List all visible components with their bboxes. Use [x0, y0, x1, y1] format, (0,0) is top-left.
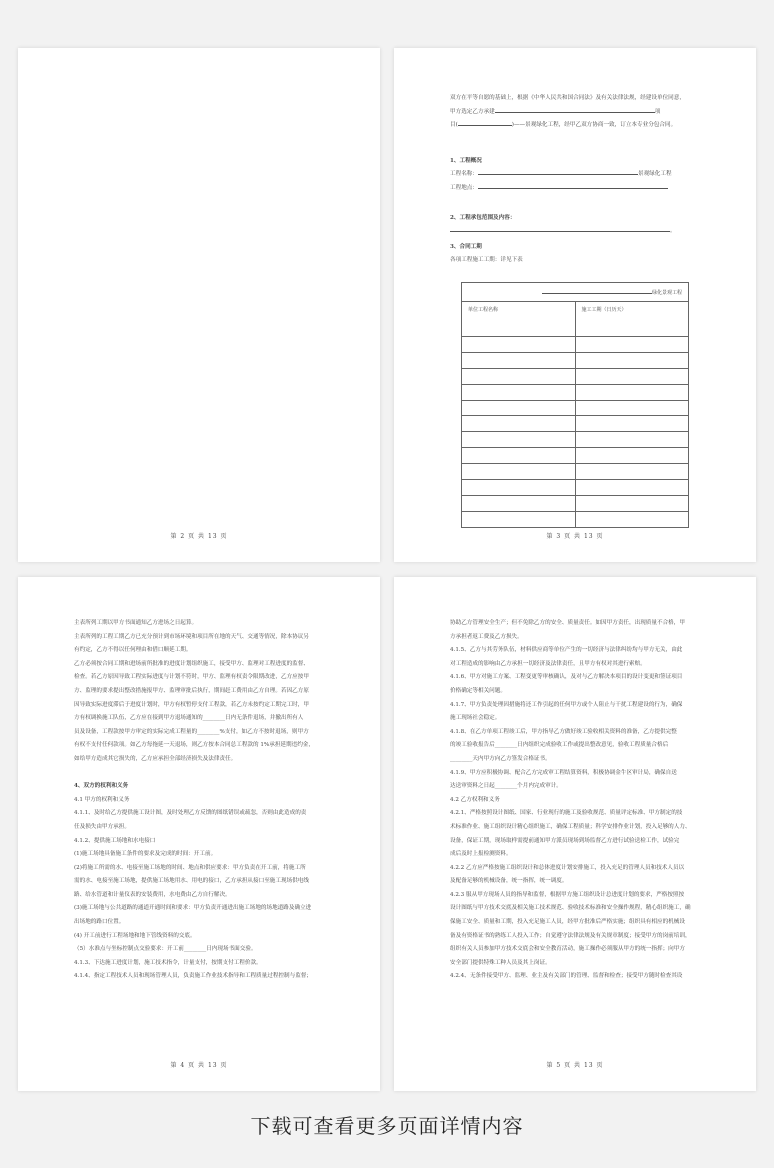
column-header-duration: 施工工期（日历天）: [575, 302, 689, 337]
table-row: [462, 511, 689, 527]
text-line: 及配备足够的机械设备，统一指挥，统一调度。: [450, 878, 568, 885]
text-line: 有权不支付任何款项。如乙方每拖延一天退场，则乙方按本合同总工程款的 1%承担延期违约金，: [74, 742, 314, 749]
text-line: 4、双方的权利和义务: [74, 783, 129, 790]
text-line: 组织有关人员参加甲方技术交底会和安全教育活动，施工操作必须服从甲方的统一指挥；向甲方: [450, 946, 685, 953]
project-name-suffix: 景观绿化工程: [637, 171, 672, 178]
table-cell: [462, 464, 576, 480]
text-line: 4.1 甲方的权利和义务: [74, 796, 130, 803]
page-3-body: [450, 92, 714, 268]
text-line: 4.2 乙方权利和义务: [450, 796, 500, 803]
text-line: 4.2.1、严格按照设计图纸、国家、行业现行的施工及验收规范、质量评定标准、甲方制定的技: [450, 810, 683, 817]
table-title-row: [462, 283, 689, 302]
text-line: 方、监理的要求提出整改措施报甲方、监理审批后执行，期间赶工费用由乙方自理。若因乙方原: [74, 687, 309, 694]
table-cell: [462, 400, 576, 416]
page-number: 第 5 页 共 13 页: [546, 1062, 604, 1069]
text-line: 保施工安全、质量和工期，投入充足施工人员，经甲方批准后严格实施；组织具有相应的机械设: [450, 919, 685, 926]
column-header-unit-name: 单位工程名称: [462, 302, 576, 337]
table-cell: [575, 432, 689, 448]
text-line: 出场地的路口位置。: [74, 919, 125, 926]
text-line: 主表所列工期以甲方书面通知乙方进场之日起算。: [74, 620, 198, 626]
text-line: [74, 767, 338, 781]
text-line: 4.1.1、及时给乙方提供施工设计图，及时处理乙方反馈的图纸错误或疏忽，否则由此造成的责: [74, 810, 307, 817]
table-body: [462, 337, 689, 528]
text-line: (3)施工场地与公共道路的通道开通时间和要求：甲方负责开通进出施工场地的场地道路及确立进: [74, 905, 312, 912]
table-cell: [575, 464, 689, 480]
text-line: 4.1.4、指定工程技术人员和现场管理人员，负责施工作业技术指导和工程质量过程控制与监督；: [74, 973, 312, 980]
text-line: 员及设备，工程款按甲方审定的实际完成工程量的________%支付，如乙方不按时退场，则甲方: [74, 728, 309, 735]
text-line: 乙方必须按合同工期和进场前所批准的进度计划组织施工，接受甲方、监理对工程进度的监督、: [74, 660, 309, 667]
section-3-title: 3、合同工期: [450, 243, 482, 250]
text-line: 主表所列的工程工期乙方已充分预计到市场环境和项目所在地的天气、交通等情况，除本协议另: [74, 633, 309, 640]
table-title-blank: [542, 293, 652, 294]
text-line: 有约定，乙方不得以任何理由和借口顺延工期。: [74, 647, 192, 654]
text-line: 4.1.6、甲方对施工方案、工程变更等审核确认，及对与乙方解决本项目的设计变更和签证项目: [450, 674, 683, 681]
table-cell: [575, 352, 689, 368]
table-cell: [462, 352, 576, 368]
text-line: 路、给水管道和计量仪表的安装费用，水电费由乙方自行解决。: [74, 891, 231, 898]
table-row: [462, 448, 689, 464]
scope-period: 。: [670, 228, 676, 235]
table-title: 绿化景观工程: [651, 289, 682, 296]
text-line: 需的水、电接至施工场地，提供施工场地用水、用电的接口，乙方承担从接口至施工现场供电线: [74, 878, 309, 885]
table-row: [462, 368, 689, 384]
table-row: [462, 480, 689, 496]
text-line: 4.2.4、无条件接受甲方、监理、业主及有关部门的管理、监督和检查；接受甲方随时检查其设: [450, 973, 683, 980]
page-number: 第 3 页 共 13 页: [546, 533, 604, 540]
table-cell: [462, 416, 576, 432]
table-cell: [575, 400, 689, 416]
text-line: 4.1.5、乙方与其劳务队伍，材料供应商等单位产生的一切经济与法律纠纷均与甲方无关，由此: [450, 647, 683, 654]
schedule-table: [461, 282, 689, 528]
table-row: [462, 464, 689, 480]
intro-line-2: [450, 106, 714, 120]
document-page-4: [18, 577, 380, 1091]
project-blank: [495, 112, 655, 113]
text-line: 术标准作业、施工组织设计精心组织施工，确保工程质量；科学安排作业计划，投入足够的人力、: [450, 823, 691, 830]
section-1-title: 1、工程概况: [450, 157, 482, 164]
table-row: [462, 337, 689, 353]
intro-line-3-text: )——景观绿化工程，经甲乙双方协商一致，订立本专业分包合同。: [511, 122, 677, 129]
section-3-subtitle: 各项工程施工工期：详见下表: [450, 257, 523, 264]
project-code-blank: [458, 125, 512, 126]
table-row: [462, 352, 689, 368]
text-line: （5）水准点与坐标控制点交验要求：开工前________日内现场书面交验。: [74, 946, 257, 953]
intro-line-1: 双方在平等自愿的基础上，根据《中华人民共和国合同法》及有关法律法规，经建设单位同意，: [450, 95, 685, 101]
text-line: 方有权调换施工队伍，乙方应在接到甲方退场通知的________日内无条件退场，并撤出所有人: [74, 715, 304, 722]
text-line: (1)施工场地具备施工条件的要求及完成的时间：开工前。: [74, 851, 217, 858]
section-2-title: 2、工程承包范围及内容：: [450, 214, 516, 221]
text-line: 因导致实际进度滞后于进度计划时，甲方有权暂停支付工程款，若乙方未按约定工期完工时，甲: [74, 701, 309, 708]
table-cell: [462, 495, 576, 511]
text-line: 检查。若乙方原因导致工程实际进度与计划不符时，甲方、监理有权责令限期改进，乙方应按甲: [74, 674, 309, 681]
text-line: 达送审资料之日起________个月内完成审计。: [450, 783, 562, 790]
text-line: 4.2.2 乙方应严格按施工组织设计和总体进度计划安排施工，投入充足的管理人员和技术人员以: [450, 864, 685, 871]
text-line: 设备，保证工期，现场取样需提前通知甲方派员现场到场监督乙方进行试验送检工作，试验完: [450, 837, 680, 844]
scope-blank: [450, 231, 670, 232]
project-address-blank: [478, 188, 668, 189]
text-line: 4.2.3 服从甲方现场人员的指导和监督，根据甲方施工组织设计总进度计划的要求，严格按照按: [450, 891, 685, 898]
table-cell: [575, 368, 689, 384]
text-line: 协助乙方管理安全生产；但不免除乙方的安全、质量责任。如因甲方责任，出现质量不合格，甲: [450, 620, 685, 626]
text-line: (4) 开工前进行工程场地和地下管线资料的交底。: [74, 932, 196, 939]
table-row: [462, 416, 689, 432]
text-line: 任及损失由甲方承担。: [74, 823, 130, 830]
text-line: 施工现场社会稳定。: [450, 715, 501, 722]
page-5-body: [450, 617, 714, 984]
text-line: 安全部门提供特殊工种人员及其上岗证。: [450, 959, 551, 966]
text-line: 对工程造成的影响由乙方承担一切经济及法律责任，且甲方有权对其进行索赔。: [450, 660, 646, 667]
table-cell: [575, 495, 689, 511]
table-cell: [462, 480, 576, 496]
text-line: 4.1.3、下达施工进度计划，施工技术指令，计量支付，按期支付工程价款。: [74, 959, 262, 966]
table-cell: [462, 511, 576, 527]
text-line: 方承担者返工费及乙方损失。: [450, 633, 523, 640]
text-line: 设计图纸与甲方技术交底及相关施工技术规范、验收技术标准和安全操作规程，精心组织施工，确: [450, 905, 691, 912]
table-cell: [575, 337, 689, 353]
project-name-row: [450, 168, 714, 182]
page-number: 第 2 页 共 13 页: [170, 533, 228, 540]
intro-line-2-text: 甲方选定乙方承建: [450, 108, 495, 115]
text-line: 4.1.9、甲方应积极协调、配合乙方完成审工程结算资料，积极协调金牛区审计局，确保自送: [450, 769, 677, 776]
table-cell: [462, 384, 576, 400]
text-line: 价格确定等相关问题。: [450, 687, 506, 694]
text-line: 如给甲方造成其它损失的，乙方应承担全部经济损失及法律责任。: [74, 755, 237, 762]
text-line: (2)将施工所需的水、电接至施工场地的时间、地点和供应要求：甲方负责在开工前，将施工所: [74, 864, 306, 871]
document-page-5: [394, 577, 756, 1091]
text-line: 备及有资格证书的熟练工人投入工作；自觉遵守法律法规及有关规章制度；接受甲方的岗前培训，: [450, 932, 691, 939]
project-address-label: 工程地点：: [450, 184, 478, 191]
table-header-row: [462, 302, 689, 337]
text-line: 成后及时上报检测资料。: [450, 851, 512, 858]
table-cell: [462, 432, 576, 448]
intro-line-3-prefix: 目(: [450, 122, 458, 129]
text-line: ________天内甲方向乙方签发合格证书。: [450, 755, 551, 762]
project-name-blank: [478, 174, 638, 175]
text-line: 4.1.2、提供施工场地和水电接口: [74, 837, 156, 844]
page-4-body: [74, 617, 338, 984]
table-cell: [575, 384, 689, 400]
document-page-2: [18, 48, 380, 562]
scope-row: [450, 225, 714, 239]
table-title-cell: [462, 283, 689, 302]
download-more-notice[interactable]: 下载可查看更多页面详情内容: [250, 1114, 524, 1138]
text-line: 的竣工验收报告后________日内组织完成验收工作或提出整改意见，验收工程质量合格后: [450, 742, 669, 749]
table-cell: [575, 448, 689, 464]
table-row: [462, 495, 689, 511]
project-address-row: [450, 182, 714, 196]
table-row: [462, 384, 689, 400]
table-row: [462, 400, 689, 416]
document-page-3: [394, 48, 756, 562]
table-cell: [575, 511, 689, 527]
table-cell: [575, 480, 689, 496]
text-line: 4.1.8、在乙方单项工程竣工后，甲方指导乙方做好竣工验收相关资料的准备，乙方提供完整: [450, 728, 677, 735]
table-cell: [575, 416, 689, 432]
text-line: 4.1.7、甲方负责处理因措施将还工作引起的任何甲方或个人阻止与干扰工程建设的行为，确保: [450, 701, 683, 708]
table-cell: [462, 368, 576, 384]
intro-line-2-suffix: 项: [654, 108, 661, 115]
project-name-label: 工程名称：: [450, 171, 478, 178]
table-cell: [462, 337, 576, 353]
page-number: 第 4 页 共 13 页: [170, 1062, 228, 1069]
table-cell: [462, 448, 576, 464]
intro-line-3: [450, 119, 714, 133]
table-row: [462, 432, 689, 448]
